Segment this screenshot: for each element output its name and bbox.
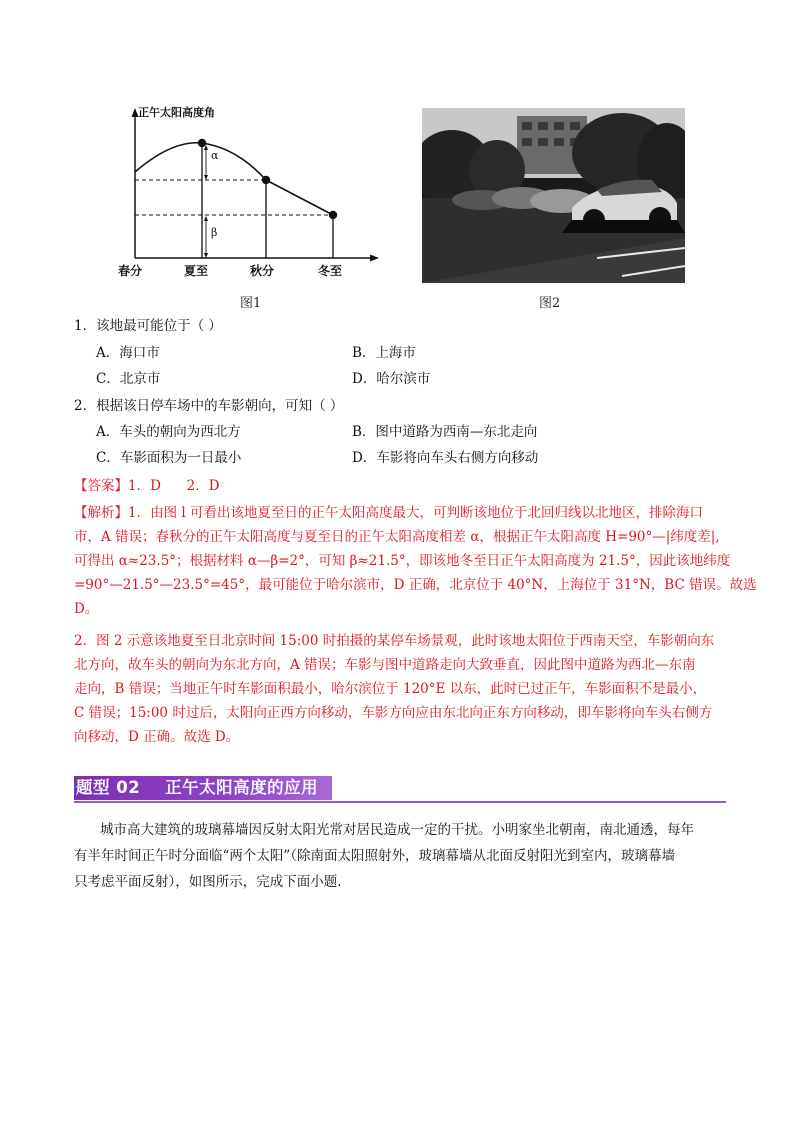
section-title: 题型 02 正午太阳高度的应用 (76, 778, 319, 797)
analysis2-line-2: 北方向，故车头的朝向为东北方向，A 错误；车影与图中道路走向大致垂直，因此图中道路为西北—东南 (74, 657, 696, 673)
question1-option-d: D．哈尔滨市 (352, 371, 431, 387)
question2-option-b: B．图中道路为西南—东北走向 (352, 424, 538, 440)
x-label-autumn: 秋分 (250, 264, 275, 278)
section-divider (74, 801, 726, 803)
intro-line-2: 有半年时间正午时分面临“两个太阳”（除南面太阳照射外，玻璃幕墙从北面反射阳光到室内，玻璃幕墙 (74, 848, 676, 864)
section-header (74, 776, 332, 800)
analysis2-line-4: C 错误；15:00 时过后，太阳向正西方向移动，车影方向应由东北向正东方向移动，即车影将向车头右侧方 (74, 705, 713, 721)
analysis1-line-3: 可得出 α≈23.5°；根据材料 α—β=2°，可知 β≈21.5°，即该地冬至日正午太阳高度为 21.5°，因此该地纬度 (74, 553, 731, 569)
question1-stem: 1．该地最可能位于（ ） (74, 318, 222, 334)
figure1-caption: 图1 (240, 296, 262, 311)
analysis1-line-1: 【解析】1．由图 l 可看出该地夏至日的正午太阳高度最大，可判断该地位于北回归线以北地区，排除海口 (74, 505, 703, 521)
analysis1-line-4: =90°—21.5°—23.5°=45°，最可能位于哈尔滨市，D 正确，北京位于 40°N，上海位于 31°N，BC 错误。故选 (74, 577, 757, 593)
analysis2-line-5: 向移动，D 正确。故选 D。 (74, 729, 240, 745)
question1-option-a: A．海口市 (96, 345, 160, 361)
answer-line: 【答案】1．D 2．D (74, 478, 220, 494)
question2-option-a: A．车头的朝向为西北方 (96, 424, 241, 440)
parking-lot-photo (422, 108, 685, 283)
figure2-caption: 图2 (539, 296, 561, 311)
x-label-spring: 春分 (118, 264, 143, 278)
question2-stem: 2．根据该日停车场中的车影朝向，可知（ ） (74, 398, 344, 414)
analysis1-line-2: 市，A 错误；春秋分的正午太阳高度与夏至日的正午太阳高度相差 α，根据正午太阳高度 H=90°—|纬度差|, (74, 529, 720, 545)
beta-label: β (211, 226, 218, 239)
analysis2-line-1: 2．图 2 示意该地夏至日北京时间 15:00 时拍摄的某停车场景观，此时该地太阳位于西南天空，车影朝向东 (74, 633, 715, 649)
question2-option-c: C．车影面积为一日最小 (96, 450, 242, 466)
x-label-summer: 夏至 (184, 264, 209, 278)
intro-line-3: 只考虑平面反射），如图所示，完成下面小题. (74, 874, 342, 890)
intro-line-1: 城市高大建筑的玻璃幕墙因反射太阳光常对居民造成一定的干扰。小明家坐北朝南，南北通透，每年 (100, 822, 694, 838)
analysis2-line-3: 走向，B 错误；当地正午时车影面积最小，哈尔滨位于 120°E 以东，此时已过正午，车影面积不是最小， (74, 681, 707, 697)
alpha-label: α (211, 149, 219, 162)
question2-option-d: D．车影将向车头右侧方向移动 (352, 450, 539, 466)
question1-option-c: C．北京市 (96, 371, 161, 387)
analysis1-line-5: D。 (74, 601, 99, 617)
question1-option-b: B．上海市 (352, 345, 416, 361)
y-axis-label: 正午太阳高度角 (138, 106, 215, 119)
figure1-diagram (122, 100, 380, 286)
x-label-winter: 冬至 (318, 264, 343, 278)
